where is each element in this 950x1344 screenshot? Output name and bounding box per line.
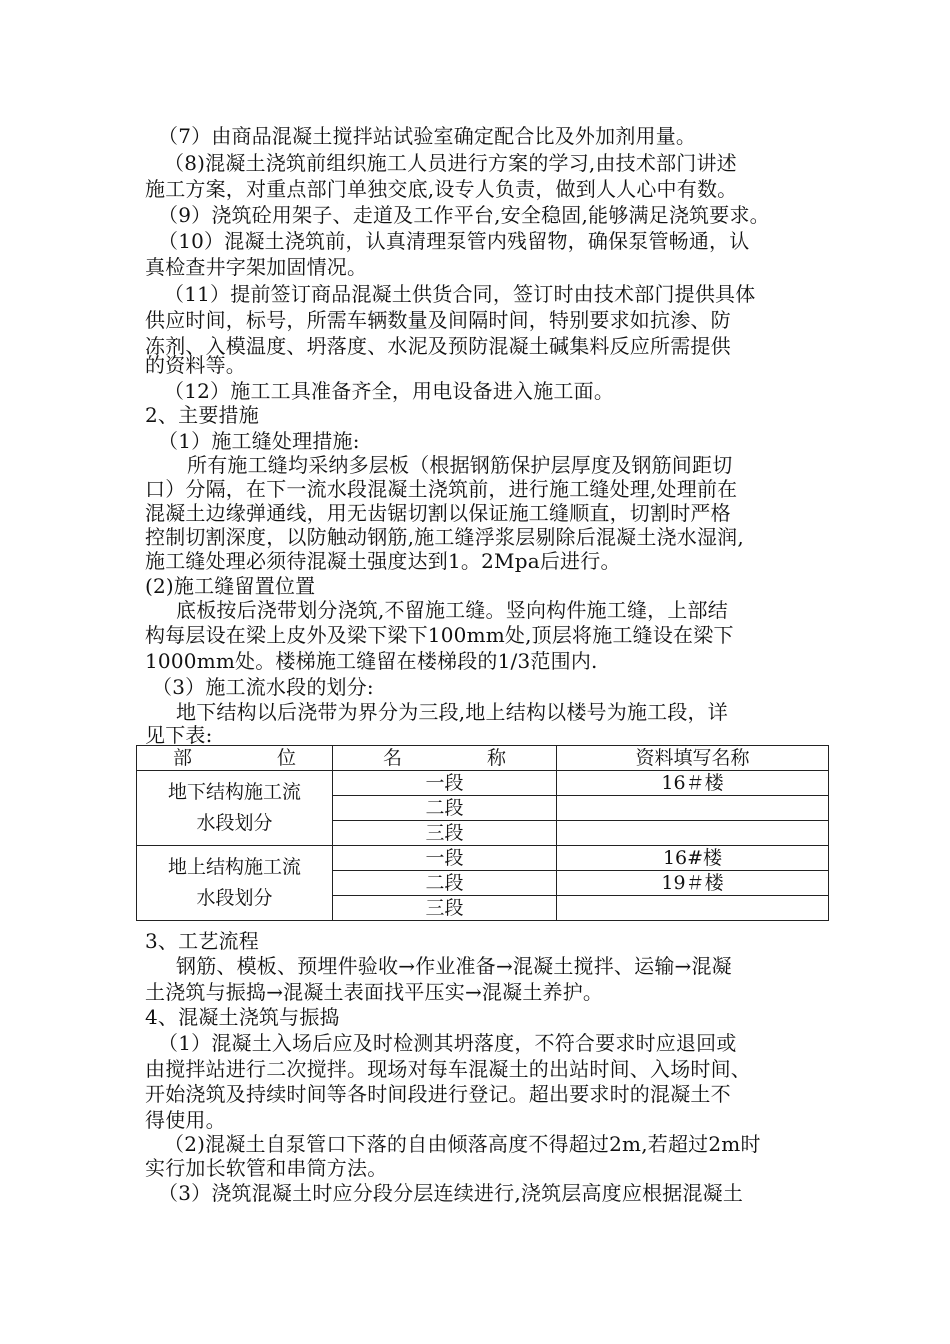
text-line: 1000mm处。楼梯施工缝留在楼梯段的1/3范围内. xyxy=(145,649,598,673)
text-line: （8)混凝土浇筑前组织施工人员进行方案的学习,由技术部门讲述 xyxy=(164,151,737,175)
segment-cell: 三段 xyxy=(333,896,557,921)
group-label-line: 水段划分 xyxy=(196,887,273,909)
text-line: 真检查井字架加固情况。 xyxy=(145,255,368,279)
header-record-name: 资料填写名称 xyxy=(557,746,829,771)
table-row xyxy=(137,771,829,796)
text-line: 的资料等。 xyxy=(145,353,246,377)
text-line: 供应时间，标号，所需车辆数量及间隔时间，特别要求如抗渗、防 xyxy=(145,308,731,332)
record-name-cell xyxy=(557,796,829,821)
segment-cell: 三段 xyxy=(333,821,557,846)
header-text: 部 xyxy=(173,747,193,769)
header-name xyxy=(333,746,557,771)
text-line: 钢筋、模板、预埋件验收→作业准备→混凝土搅拌、运输→混凝 xyxy=(176,954,732,978)
text-line: 实行加长软管和串筒方法。 xyxy=(145,1156,388,1180)
group-label xyxy=(137,846,333,921)
text-line: 开始浇筑及持续时间等各时间段进行登记。超出要求时的混凝土不 xyxy=(145,1082,731,1106)
text-line: 施工缝处理必须待混凝土强度达到1。2Mpa后进行。 xyxy=(145,549,621,573)
text-line: 由搅拌站进行二次搅拌。现场对每车混凝土的出站时间、入场时间、 xyxy=(145,1057,751,1081)
text-line: 口）分隔，在下一流水段混凝土浇筑前，进行施工缝处理,处理前在 xyxy=(145,477,738,501)
header-text: 名 xyxy=(383,747,403,769)
text-line: 见下表: xyxy=(145,723,213,747)
group-label-line: 地下结构施工流 xyxy=(167,781,301,803)
text-line: （10）混凝土浇筑前，认真清理泵管内残留物，确保泵管畅通，认 xyxy=(158,229,750,253)
header-text: 位 xyxy=(276,747,296,769)
segment-cell: 一段 xyxy=(333,771,557,796)
text-line: 冻剂、入模温度、坍落度、水泥及预防混凝土碱集料反应所需提供 xyxy=(145,334,731,358)
text-line: （9）浇筑砼用架子、走道及工作平台,安全稳固,能够满足浇筑要求。 xyxy=(158,203,770,227)
text-line: （3）浇筑混凝土时应分段分层连续进行,浇筑层高度应根据混凝土 xyxy=(158,1181,744,1205)
segment-cell: 一段 xyxy=(333,846,557,871)
text-line: （1）混凝土入场后应及时检测其坍落度，不符合要求时应退回或 xyxy=(158,1031,737,1055)
segment-table xyxy=(136,745,829,921)
group-label xyxy=(137,771,333,846)
text-line: 所有施工缝均采纳多层板（根据钢筋保护层厚度及钢筋间距切 xyxy=(187,453,733,477)
text-line: 地下结构以后浇带为界分为三段,地上结构以楼号为施工段，详 xyxy=(176,700,728,724)
group-label-line: 地上结构施工流 xyxy=(167,856,301,878)
text-line: 底板按后浇带划分浇筑,不留施工缝。竖向构件施工缝，上部结 xyxy=(176,598,728,622)
text-line: 混凝土边缘弹通线，用无齿锯切割以保证施工缝顺直，切割时严格 xyxy=(145,501,731,525)
text-line: （11）提前签订商品混凝土供货合同，签订时由技术部门提供具体 xyxy=(164,282,756,306)
segment-cell: 二段 xyxy=(333,871,557,896)
record-name-cell: 16＃楼 xyxy=(557,771,829,796)
section-heading: 3、工艺流程 xyxy=(145,929,259,953)
text-line: （7）由商品混凝土搅拌站试验室确定配合比及外加剂用量。 xyxy=(158,124,697,148)
section-heading: 4、混凝土浇筑与振捣 xyxy=(145,1005,340,1029)
text-line: （1）施工缝处理措施: xyxy=(158,429,360,453)
group-label-line: 水段划分 xyxy=(196,812,273,834)
record-name-cell xyxy=(557,896,829,921)
record-name-cell xyxy=(557,821,829,846)
text-line: (2)施工缝留置位置 xyxy=(145,574,316,598)
text-line: 施工方案，对重点部门单独交底,设专人负责，做到人人心中有数。 xyxy=(145,177,738,201)
text-line: （12）施工工具准备齐全，用电设备进入施工面。 xyxy=(164,379,615,403)
text-line: （3）施工流水段的划分: xyxy=(152,675,374,699)
header-text: 称 xyxy=(486,747,506,769)
table-header-row xyxy=(137,746,829,771)
header-location xyxy=(137,746,333,771)
text-line: （2)混凝土自泵管口下落的自由倾落高度不得超过2m,若超过2m时 xyxy=(164,1132,761,1156)
section-heading: 2、主要措施 xyxy=(145,403,259,427)
text-line: 构每层设在梁上皮外及梁下梁下100mm处,顶层将施工缝设在梁下 xyxy=(145,623,734,647)
text-line: 得使用。 xyxy=(145,1108,226,1132)
text-line: 控制切割深度，以防触动钢筋,施工缝浮浆层剔除后混凝土浇水湿润, xyxy=(145,525,744,549)
record-name-cell: 19＃楼 xyxy=(557,871,829,896)
text-line: 土浇筑与振捣→混凝土表面找平压实→混凝土养护。 xyxy=(145,980,604,1004)
segment-cell: 二段 xyxy=(333,796,557,821)
table-row xyxy=(137,846,829,871)
record-name-cell: 16#楼 xyxy=(557,846,829,871)
